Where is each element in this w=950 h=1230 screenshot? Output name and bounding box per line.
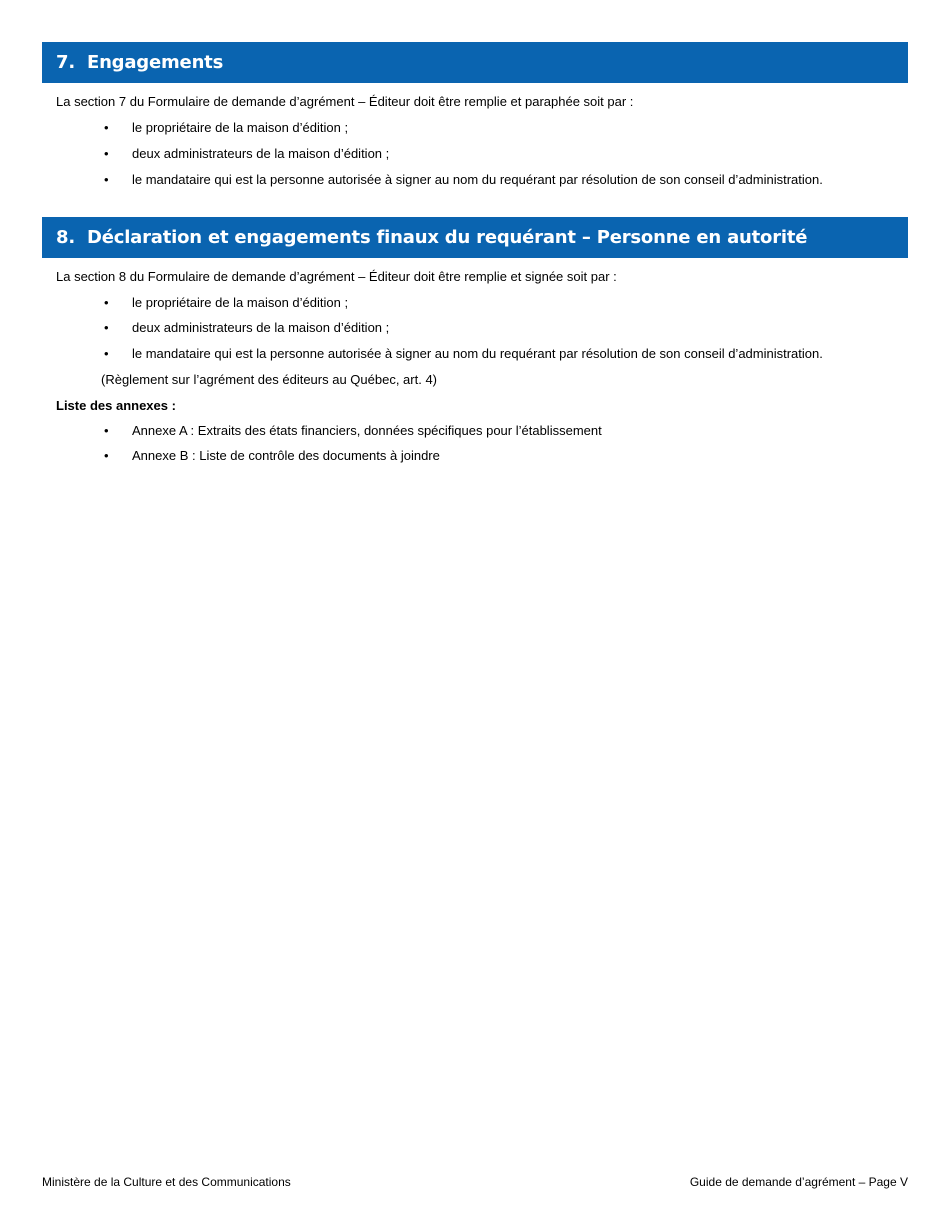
bullet-icon: • — [104, 448, 109, 463]
section-7-list-item — [104, 172, 823, 188]
annexes-heading: Liste des annexes : — [56, 398, 176, 413]
annex-list-item — [104, 423, 602, 439]
regulation-reference: (Règlement sur l’agrément des éditeurs au Québec, art. 4) — [101, 372, 438, 387]
section-8-list-item — [104, 320, 389, 336]
bullet-icon: • — [104, 146, 109, 161]
list-item-text: le mandataire qui est la personne autorisée à signer au nom du requérant par résolution de son conseil d’administration. — [132, 172, 823, 187]
bullet-icon: • — [104, 295, 109, 310]
section-7-title: Engagements — [86, 52, 224, 73]
list-item-text: le mandataire qui est la personne autorisée à signer au nom du requérant par résolution de son conseil d’administration. — [132, 346, 823, 361]
section-7-header — [42, 42, 908, 83]
list-item-text: le propriétaire de la maison d’édition ; — [132, 120, 349, 135]
section-7-intro: La section 7 du Formulaire de demande d’agrément – Éditeur doit être remplie et paraphée soit par : — [56, 94, 634, 109]
bullet-icon: • — [104, 172, 109, 187]
section-8-list-item — [104, 295, 348, 311]
footer-page-label: Guide de demande d’agrément – Page V — [689, 1175, 908, 1189]
footer-ministry: Ministère de la Culture et des Communications — [42, 1175, 291, 1189]
section-7-number: 7. — [56, 52, 75, 73]
section-8-header — [42, 217, 908, 258]
list-item-text: Annexe B : Liste de contrôle des documents à joindre — [132, 448, 440, 463]
list-item-text: deux administrateurs de la maison d’édition ; — [132, 146, 390, 161]
section-8-number: 8. — [56, 227, 75, 248]
list-item-text: deux administrateurs de la maison d’édition ; — [132, 320, 390, 335]
bullet-icon: • — [104, 423, 109, 438]
bullet-icon: • — [104, 120, 109, 135]
list-item-text: Annexe A : Extraits des états financiers, données spécifiques pour l’établissement — [132, 423, 602, 438]
bullet-icon: • — [104, 346, 109, 361]
section-7-list-item — [104, 146, 389, 162]
annex-list-item — [104, 448, 440, 464]
list-item-text: le propriétaire de la maison d’édition ; — [132, 295, 349, 310]
section-8-title: Déclaration et engagements finaux du requérant – Personne en autorité — [86, 227, 808, 248]
bullet-icon: • — [104, 320, 109, 335]
section-7-list-item — [104, 120, 348, 136]
section-8-list-item — [104, 346, 823, 362]
section-8-intro: La section 8 du Formulaire de demande d’agrément – Éditeur doit être remplie et signée soit par : — [56, 269, 617, 284]
